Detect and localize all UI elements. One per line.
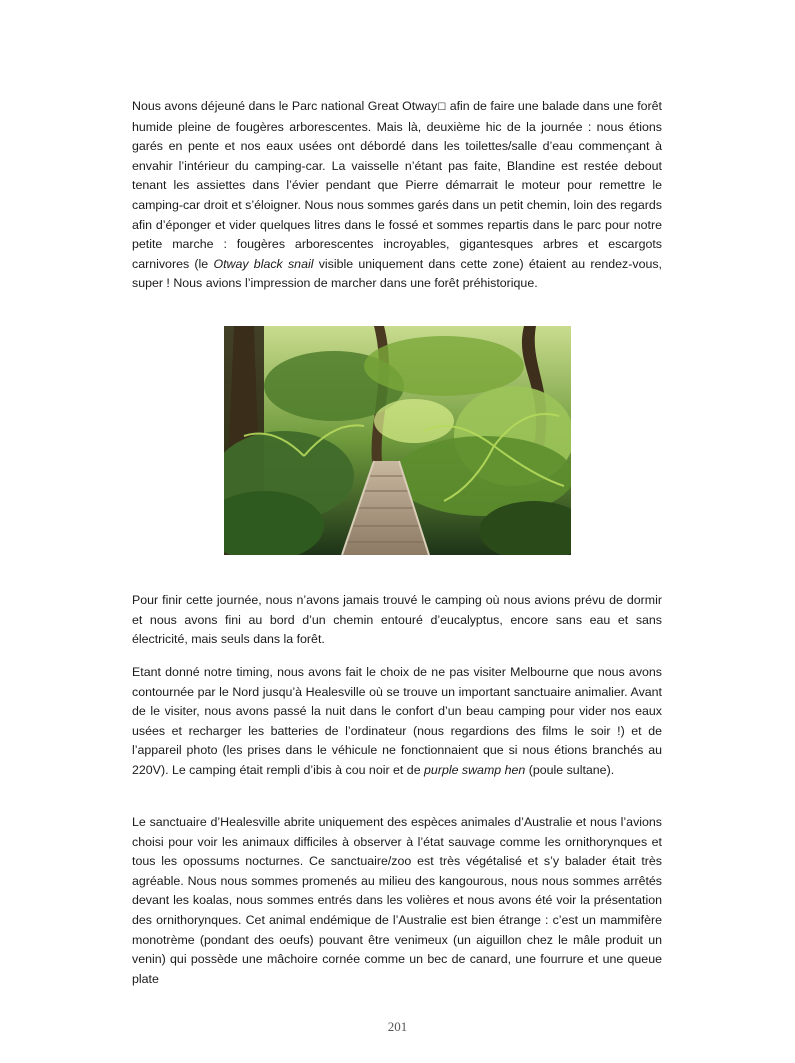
paragraph-otway-text-c: visible uniquement dans cette zone) étaient au rendez-vous, super ! Nous avions l’impression de marcher dans une forêt préhistorique. — [132, 256, 662, 291]
footnote-marker: ☐ — [437, 102, 447, 113]
paragraph-healesville-text-b: (poule sultane). — [525, 762, 615, 777]
paragraph-otway-text-a: Nous avons déjeuné dans le Parc national Great Otway — [132, 99, 438, 113]
paragraph-otway — [132, 97, 662, 294]
paragraph-otway-italic: Otway black snail — [213, 256, 314, 271]
paragraph-camping-night: Pour finir cette journée, nous n’avons jamais trouvé le camping où nous avions prévu de dormir et nous avons fini au bord d’un chemin entouré d’eucalyptus, encore sans eau et sans électricité, mais seuls dans la forêt. — [132, 593, 662, 647]
paragraph-sanctuary: Le sanctuaire d’Healesville abrite uniquement des espèces animales d’Australie et nous l’avions choisi pour voir les animaux difficiles à observer à l’état sauvage comme les ornithorynques et tous les opossums nocturnes. Ce sanctuaire/zoo est très végétalisé et s’y balader était très agréable. Nous nous sommes promenés au milieu des kangourous, nous nous sommes arrêtés devant les koalas, nous sommes entrés dans les volières et nous avons été voir la présentation des ornithorynques. Cet animal endémique de l’Australie est bien étrange : c’est un mammifère monotrème (pondant des oeufs) pouvant être venimeux (un aiguillon chez le mâle produit un venin) qui possède une mâchoire cornée comme un bec de canard, une fourrure et une queue plate — [132, 815, 662, 986]
rainforest-boardwalk-photo — [224, 326, 571, 555]
paragraph-healesville — [132, 663, 662, 781]
paragraph-otway-text-b: afin de faire une balade dans une forêt humide pleine de fougères arborescentes. Mais là, deuxième hic de la journée : nous étions garés en pente et nos eaux usées ont débordé dans les toilettes/salle d’eau commençant à envahir l’intérieur du camping-car. La vaisselle n’étant pas faite, Blandine est restée debout tenant les assiettes dans l’évier pendant que Pierre démarrait le moteur pour remettre le camping-car droit et s’éloigner. Nous nous sommes garés dans un petit chemin, loin des regards afin d’éponger et vider quelques litres dans le fossé et sommes repartis dans le parc pour notre petite marche : fougères arborescentes incroyables, gigantesques arbres et escargots carnivores (le — [132, 99, 662, 271]
page-number: 201 — [387, 1019, 408, 1034]
paragraph-healesville-italic: purple swamp hen — [424, 762, 526, 777]
paragraph-healesville-text-a: Etant donné notre timing, nous avons fait le choix de ne pas visiter Melbourne que nous avons contournée par le Nord jusqu’à Healesville où se trouve un important sanctuaire animalier. Avant de le visiter, nous avons passé la nuit dans le confort d’un beau camping pour vider nos eaux usées et recharger les batteries de l’ordinateur (nous regardions des films le soir !) et de l’appareil photo (les prises dans le véhicule ne fonctionnaient que si nous étions branchés au 220V). Le camping était rempli d’ibis à cou noir et de — [132, 665, 662, 777]
